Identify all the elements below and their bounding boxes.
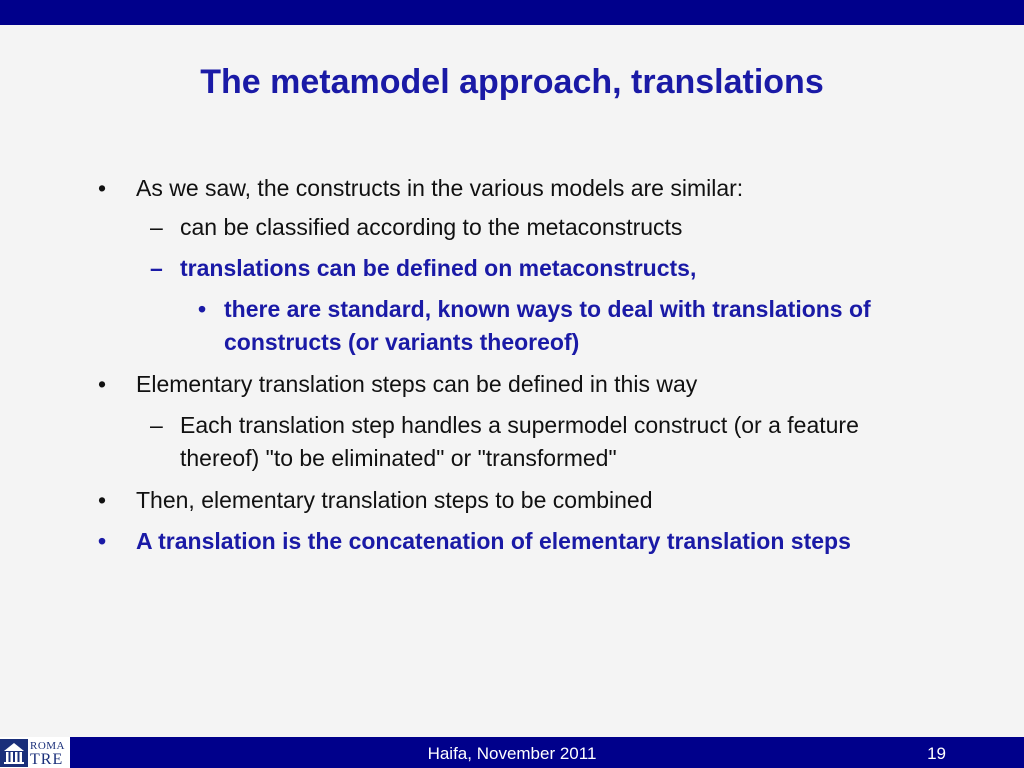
slide-title: The metamodel approach, translations: [200, 63, 824, 101]
bullet-item: [98, 172, 956, 205]
bullet-item: [150, 211, 960, 244]
bullet-marker: •: [98, 175, 107, 201]
bullet-marker: –: [150, 214, 163, 240]
bullet-item: [98, 525, 956, 558]
bullet-item: [150, 409, 940, 475]
bullet-item: [198, 293, 884, 359]
bullet-text: there are standard, known ways to deal with translations of constructs (or variants theoreof): [224, 296, 871, 355]
bullet-marker: •: [198, 296, 207, 322]
bullet-item: [98, 368, 956, 401]
bullet-text: Then, elementary translation steps to be combined: [136, 487, 653, 513]
bullet-marker: –: [150, 255, 163, 281]
bullet-marker: –: [150, 412, 163, 438]
logo-tre-text: TRE: [30, 750, 64, 768]
bullet-marker: •: [98, 371, 107, 397]
bullet-item: [98, 484, 956, 517]
bullet-text: Elementary translation steps can be defined in this way: [136, 371, 698, 397]
top-bar: [0, 0, 1024, 25]
bullet-text: A translation is the concatenation of elementary translation steps: [136, 528, 851, 554]
bullet-text: can be classified according to the metaconstructs: [180, 214, 683, 240]
page-number: 19: [927, 744, 946, 763]
logo-roma-text: ROMA: [30, 739, 66, 752]
bullet-text: Each translation step handles a supermodel construct (or a feature thereof) "to be eliminated" or "transformed": [180, 412, 859, 471]
bullet-text: translations can be defined on metaconstructs,: [180, 255, 697, 281]
bullet-marker: •: [98, 528, 107, 554]
footer-event: Haifa, November 2011: [427, 744, 597, 763]
bullet-marker: •: [98, 487, 107, 513]
bullet-text: As we saw, the constructs in the various models are similar:: [136, 175, 744, 201]
bullet-item: [150, 252, 960, 285]
